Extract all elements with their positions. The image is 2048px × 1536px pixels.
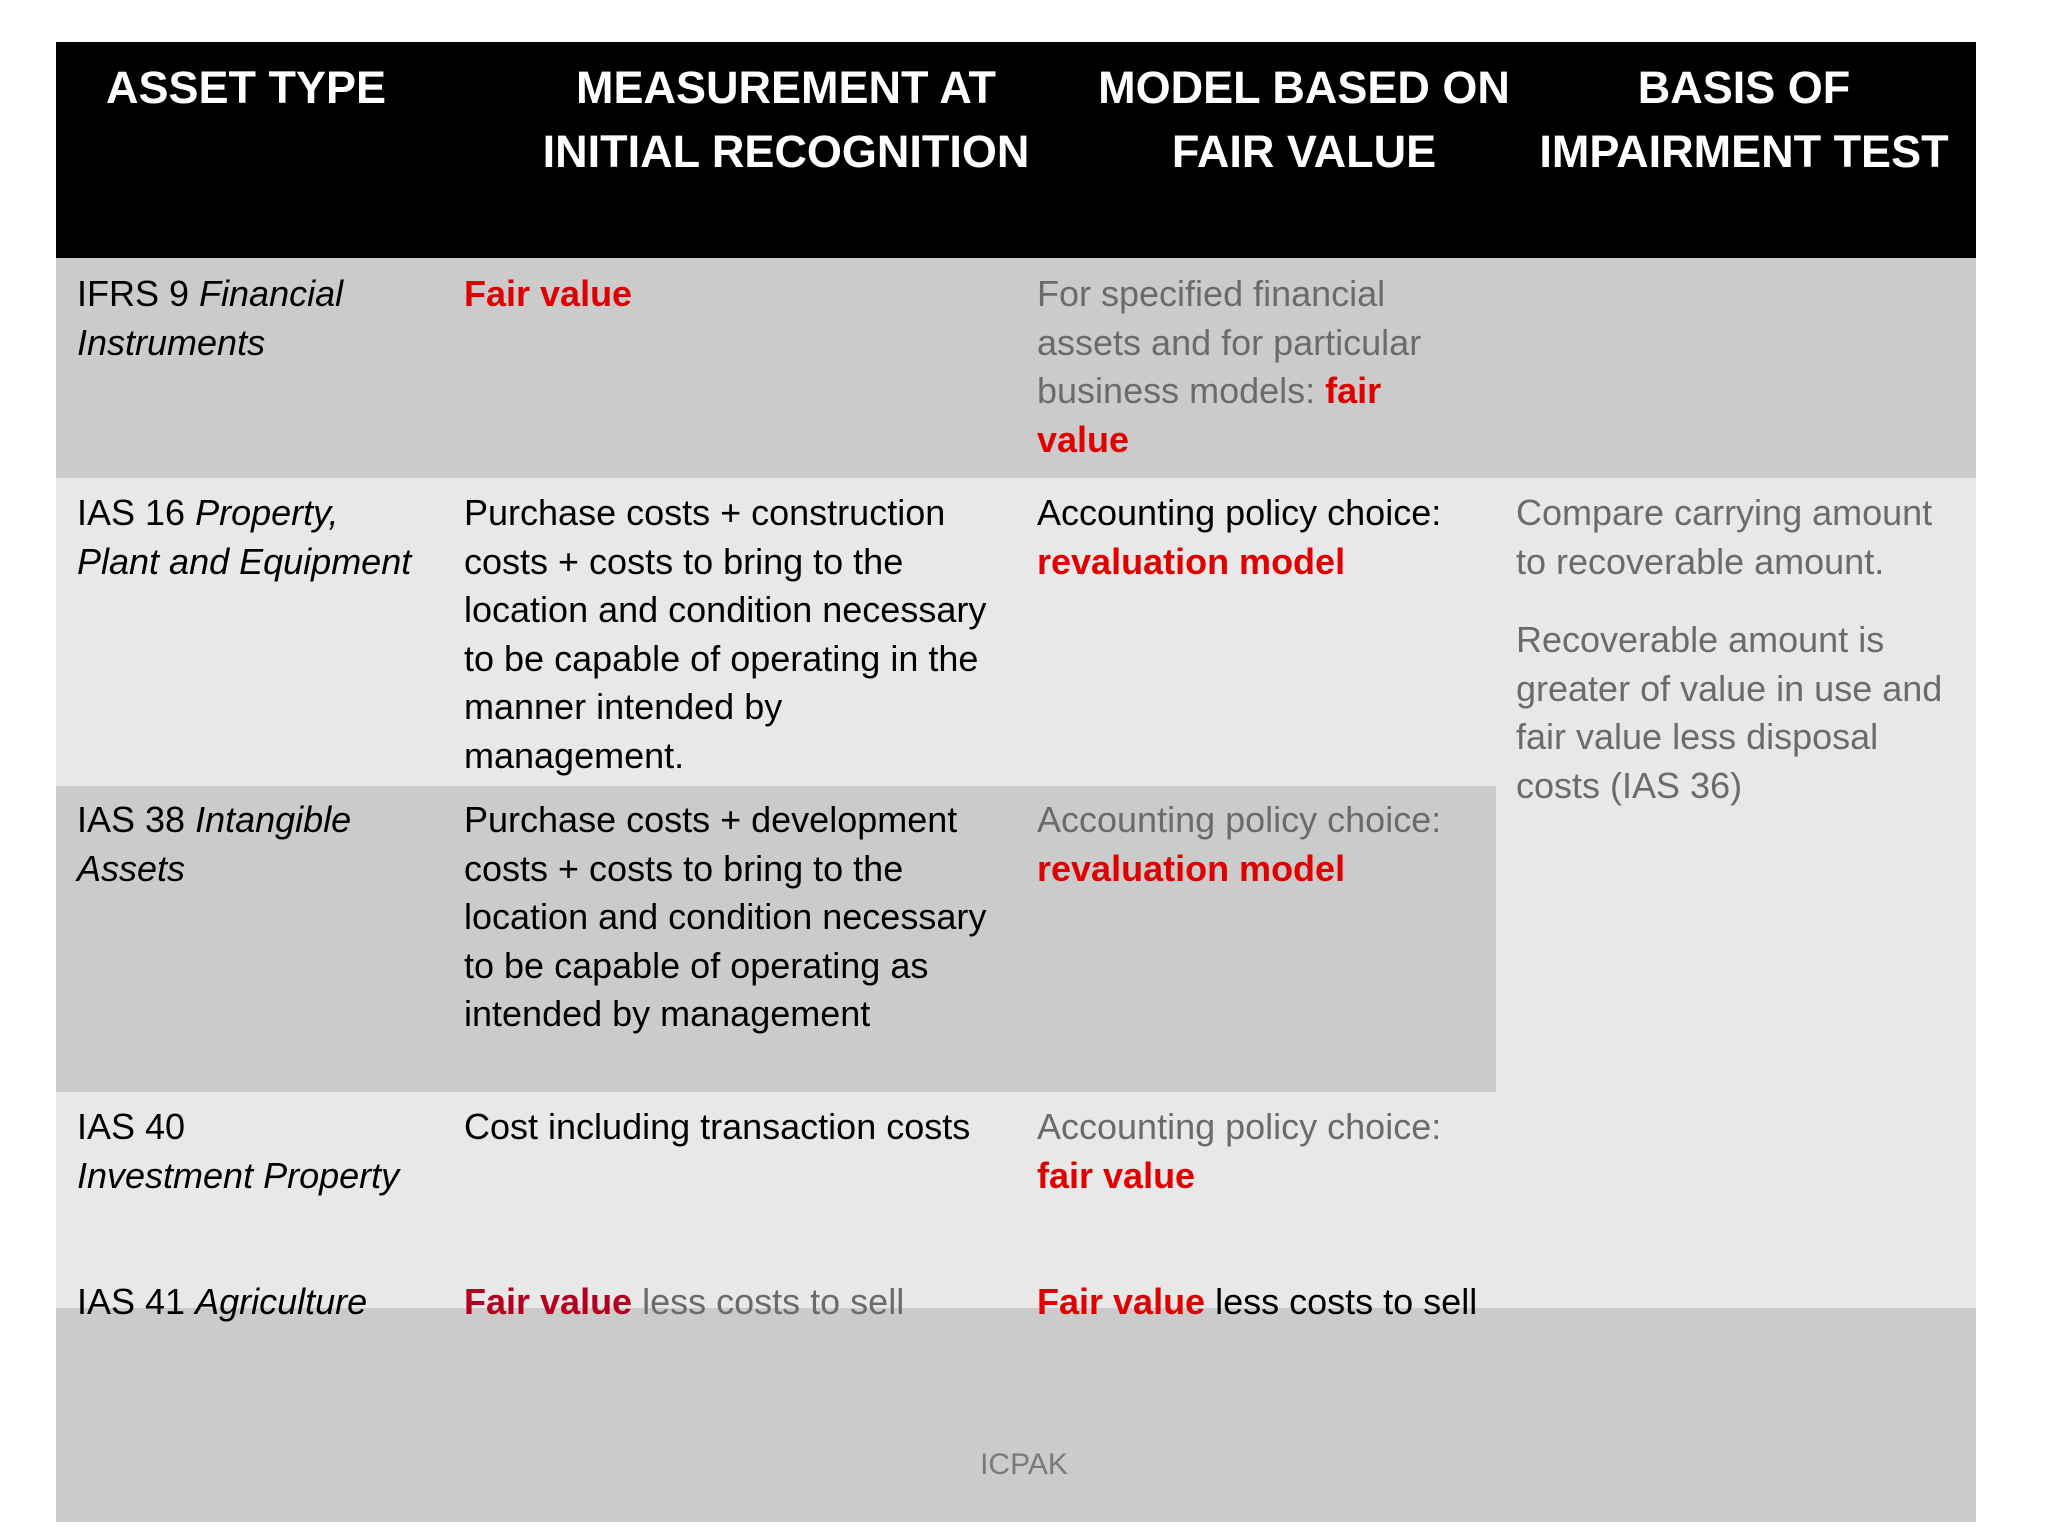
ifrs9-asset-type [77,270,343,367]
measurement-text: intended by management [464,993,871,1034]
ias40-initial-measurement [464,1103,970,1152]
measurement-text: location and condition necessary [464,896,987,937]
header-impairment-basis: BASIS OF IMPAIRMENT TEST [1539,62,1949,177]
model-text: less costs to sell [1205,1281,1478,1322]
measurement-text: less costs to sell [632,1281,905,1322]
highlight-text: Fair value [1037,1281,1206,1322]
standard-name: Instruments [77,321,266,363]
impairment-text: Compare carrying amount [1516,492,1933,533]
header-fair-value-model: MODEL BASED ON FAIR VALUE [1098,62,1510,177]
impairment-text: Recoverable amount is [1516,619,1885,660]
standard-code: IAS 38 [77,799,196,840]
header-asset-type: ASSET TYPE [105,62,387,113]
ifrs9-initial-measurement [464,270,632,319]
ias40-asset-type [77,1103,399,1200]
highlight-text: Fair value [464,273,633,314]
highlight-text: value [1037,418,1130,460]
row-ias41-background [56,1308,1976,1522]
standard-name: Investment Property [77,1154,400,1196]
model-text: For specified financial [1037,273,1386,314]
highlight-text: Fair value [464,1281,633,1322]
measurement-text: management. [464,734,685,776]
standard-code: IAS 16 [77,492,196,533]
model-text: Accounting policy choice: [1037,799,1442,840]
ifrs9-fair-value-model [1037,270,1421,464]
measurement-text: costs + costs to bring to the [464,847,904,889]
ias16-fair-value-model [1037,489,1441,586]
model-text: Accounting policy choice: [1037,492,1442,533]
model-text: assets and for particular [1037,321,1422,363]
impairment-text: costs (IAS 36) [1516,764,1743,806]
footer-label: ICPAK [980,1448,1068,1481]
ias38-initial-measurement [464,796,986,1039]
ias40-fair-value-model [1037,1103,1441,1200]
model-text: Accounting policy choice: [1037,1106,1442,1147]
ias16-initial-measurement [464,489,986,780]
ias41-fair-value-model [1037,1278,1477,1327]
standard-name: Agriculture [195,1281,368,1322]
standard-name: Intangible [195,799,352,840]
ias16-asset-type [77,489,411,586]
ias41-asset-type [77,1278,367,1327]
highlight-text: fair [1325,370,1382,411]
ias38-fair-value-model [1037,796,1441,893]
measurement-text: to be capable of operating as [464,944,929,986]
standard-code: IAS 40 [77,1106,186,1147]
impairment-basis [1516,489,1942,810]
impairment-text: greater of value in use and [1516,667,1943,709]
ifrs-comparison-table [56,42,1976,1478]
measurement-text: costs + costs to bring to the [464,540,904,582]
row-ifrs9-background [56,258,1976,478]
measurement-text: Purchase costs + development [464,799,958,840]
standard-code: IAS 41 [77,1281,196,1322]
standard-name: Property, [195,492,339,533]
measurement-text: to be capable of operating in the [464,637,979,679]
impairment-text: to recoverable amount. [1516,540,1885,582]
standard-code: IFRS 9 [77,273,200,314]
standard-name: Assets [77,847,186,889]
measurement-text: Cost including transaction costs [464,1106,971,1147]
measurement-text: location and condition necessary [464,589,987,630]
measurement-text: manner intended by [464,686,783,727]
table-header [56,42,1976,258]
measurement-text: Purchase costs + construction [464,492,946,533]
highlight-text: revaluation model [1037,540,1346,582]
model-text: business models: [1037,370,1326,411]
standard-name: Financial [199,273,344,314]
highlight-text: fair value [1037,1154,1196,1196]
ias41-initial-measurement [464,1278,904,1327]
standard-name: Plant and Equipment [77,540,412,582]
ias38-asset-type [77,796,351,893]
highlight-text: revaluation model [1037,847,1346,889]
impairment-text: fair value less disposal [1516,716,1879,757]
header-initial-measurement: MEASUREMENT AT INITIAL RECOGNITION [542,62,1030,177]
